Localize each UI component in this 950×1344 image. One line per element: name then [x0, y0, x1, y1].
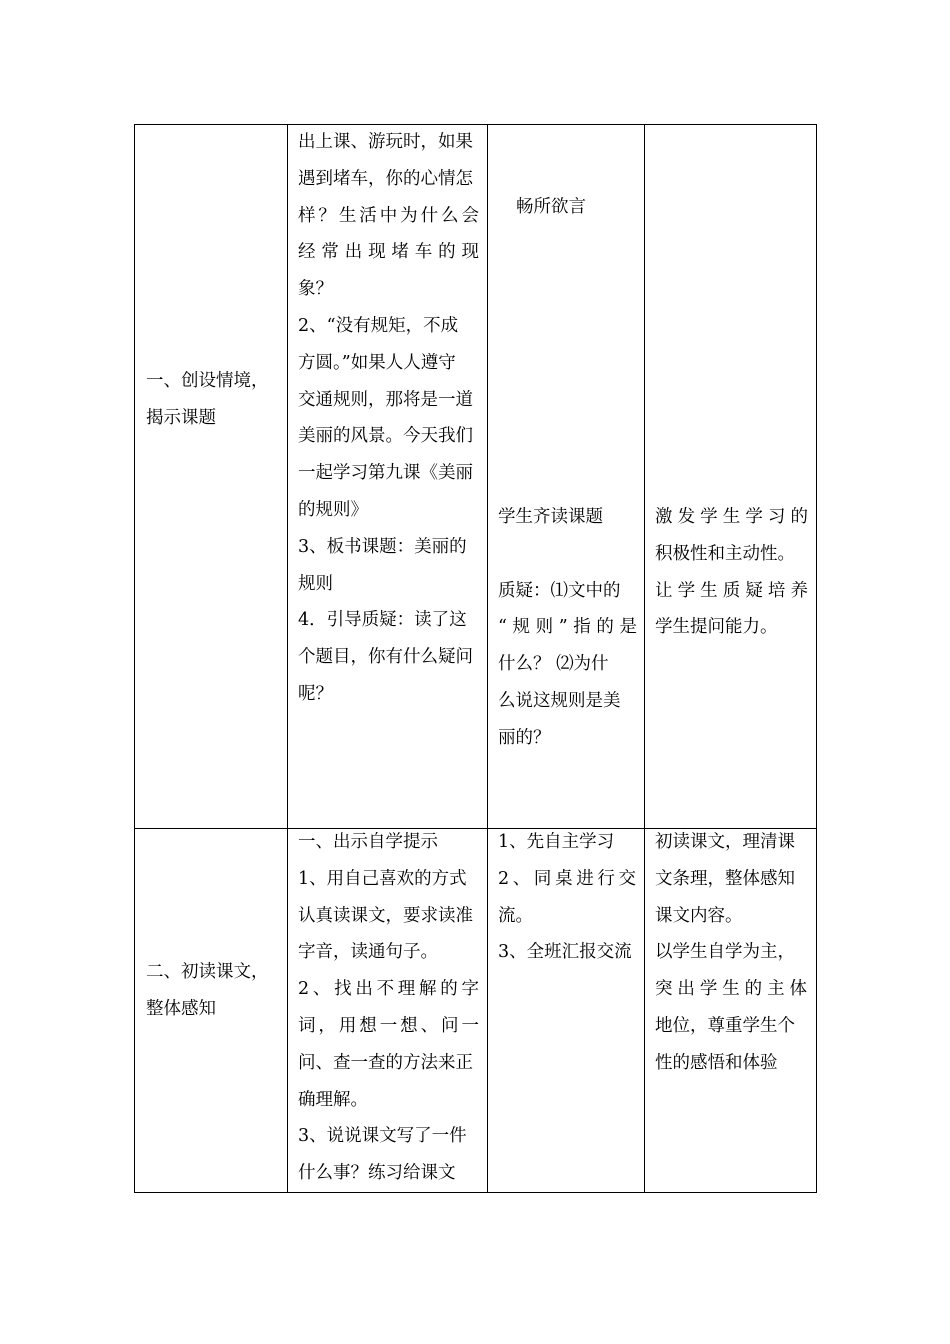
teacher-activity-cell	[288, 829, 488, 1193]
teacher-activity-text: 一、出示自学提示 1、用自己喜欢的方式 认真读课文，要求读准 字音，读通句子。 2、找出不理解的字 词，用想一想、问一 问、查一查的方法来正 确理解。 3、说说课文写了一件 什么事？练习给课文	[298, 832, 479, 1184]
lesson-plan-table	[134, 124, 817, 1193]
student-activity-text: 1、先自主学习 2、同桌进行交 流。 3、全班汇报交流	[498, 832, 636, 963]
student-activity-cell	[488, 125, 645, 829]
teacher-activity-cell	[288, 125, 488, 829]
design-intent-cell	[645, 829, 817, 1193]
design-intent-text: 激发学生学习的 积极性和主动性。 让学生质疑培养 学生提问能力。	[655, 507, 808, 638]
design-intent-cell	[645, 125, 817, 829]
table-row	[135, 829, 817, 1193]
table-row	[135, 125, 817, 829]
student-activity-text: 学生齐读课题 质疑：⑴文中的 “规则”指的是 什么？ ⑵为什 么说这规则是美 丽的？	[498, 507, 637, 748]
teacher-activity-text: 出上课、游玩时，如果 遇到堵车，你的心情怎 样？生活中为什么会 经常出现堵车的现 象？ 2、“没有规矩，不成 方圆。”如果人人遵守 交通规则，那将是一道 美丽的风景。今天我们 一起学习第九课《美丽 的规则》 3、板书课题：美丽的 规则 4．引导质疑：读了这 个题目，你有什么疑问 呢？	[298, 132, 479, 704]
stage-title: 一、创设情境， 揭示课题	[146, 371, 269, 428]
stage-title: 二、初读课文， 整体感知	[146, 962, 269, 1019]
stage-cell	[135, 125, 288, 829]
stage-cell	[135, 829, 288, 1193]
student-activity-cell	[488, 829, 645, 1193]
student-activity-heading: 畅所欲言	[516, 197, 586, 217]
design-intent-text: 初读课文，理清课 文条理，整体感知 课文内容。 以学生自学为主， 突出学生的主体 地位，尊重学生个 性的感悟和体验	[655, 832, 807, 1073]
